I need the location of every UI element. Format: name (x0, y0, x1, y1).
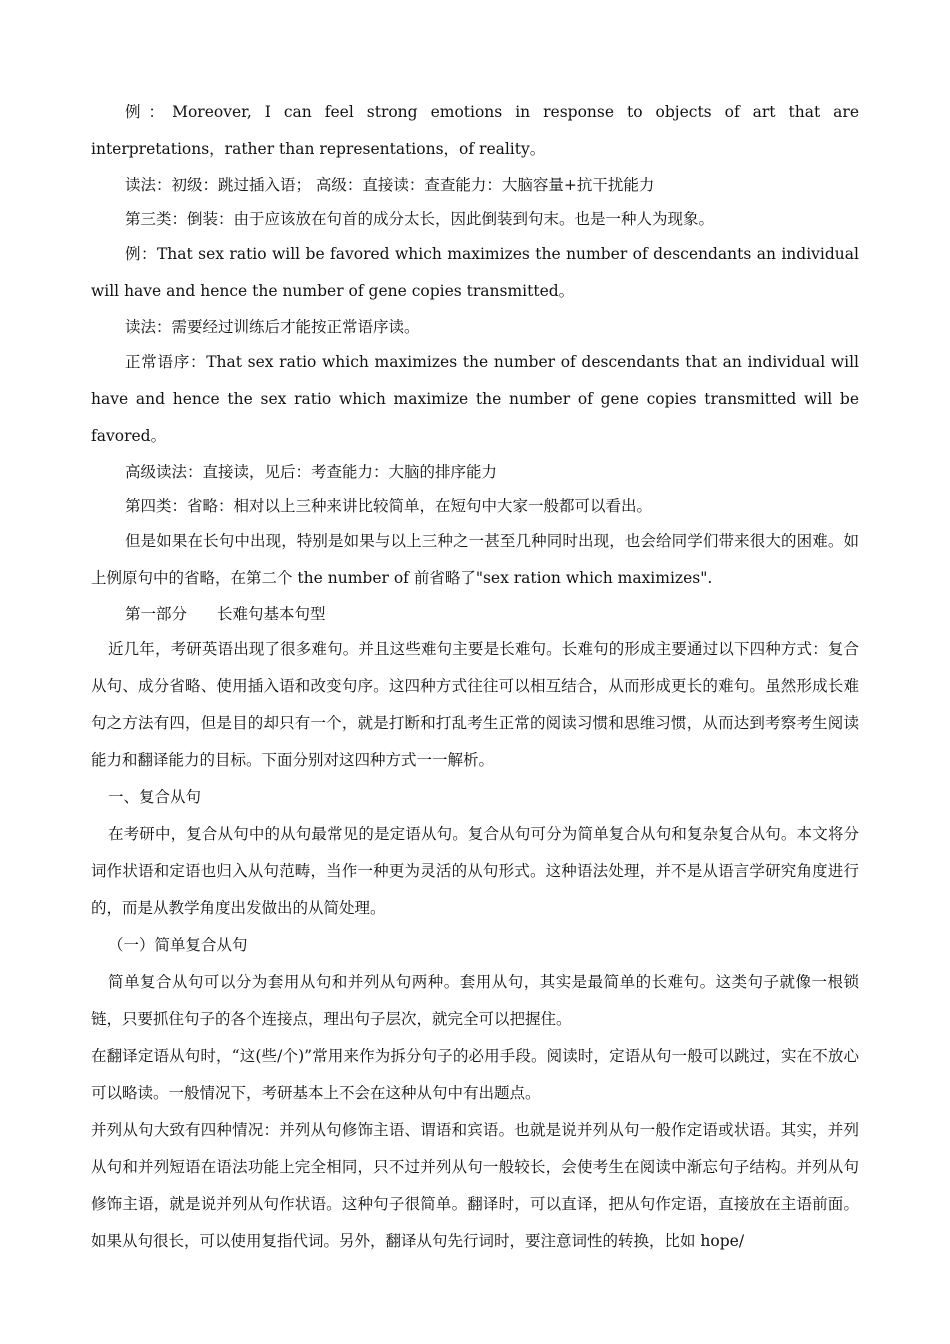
example-paragraph-1: 例：Moreover, I can feel strong emotions in response to objects of art that are interpretations，rather than representations，of reality。 (91, 103, 859, 158)
compound-clause-paragraph: 在考研中，复合从句中的从句最常见的是定语从句。复合从句可分为简单复合从句和复杂复合从句。本文将分词作状语和定语也归入从句范畴，当作一种更为灵活的从句形式。这种语法处理，并不是从语言学研究角度进行的，而是从教学角度出发做出的从简处理。 (91, 825, 859, 917)
section-one-heading: 一、复合从句 (108, 788, 202, 806)
reading-method-paragraph-1: 读法：初级：跳过插入语； 高级：直接读：查查能力：大脑容量+抗干扰能力 (125, 176, 655, 194)
advanced-reading-paragraph: 高级读法：直接读，见后：考查能力：大脑的排序能力 (125, 463, 498, 481)
simple-compound-paragraph: 简单复合从句可以分为套用从句和并列从句两种。套用从句，其实是最简单的长难句。这类句子就像一根锁链，只要抓住句子的各个连接点，理出句子层次，就完全可以把握住。 (91, 973, 859, 1028)
reading-method-paragraph-2: 读法：需要经过训练后才能按正常语序读。 (125, 318, 420, 336)
subsection-one-heading: （一）简单复合从句 (108, 936, 248, 954)
part-one-label: 第一部分 (125, 605, 188, 623)
normal-order-paragraph: 正常语序：That sex ratio which maximizes the number of descendants that an individual will have and hence the sex ratio which maximize the number of gene copies transmitted will be favored。 (91, 353, 859, 445)
part-one-title: 长难句基本句型 (217, 605, 326, 623)
intro-paragraph: 近几年，考研英语出现了很多难句。并且这些难句主要是长难句。长难句的形成主要通过以下四种方式：复合从句、成分省略、使用插入语和改变句序。这四种方式往往可以相互结合，从而形成更长的难句。虽然形成长难句之方法有四，但是目的却只有一个，就是打断和打乱考生正常的阅读习惯和思维习惯，从而达到考察考生阅读能力和翻译能力的目标。下面分别对这四种方式一一解析。 (91, 640, 859, 769)
example-paragraph-2: 例：That sex ratio will be favored which maximizes the number of descendants an individual will have and hence the number of gene copies transmitted。 (91, 245, 859, 300)
document-page (91, 94, 859, 1260)
ellipsis-paragraph: 但是如果在长句中出现，特别是如果与以上三种之一甚至几种同时出现，也会给同学们带来很大的困难。如上例原句中的省略，在第二个 the number of 前省略了"sex ration which maximizes". (91, 532, 859, 587)
parallel-clause-paragraph: 并列从句大致有四种情况：并列从句修饰主语、谓语和宾语。也就是说并列从句一般作定语或状语。其实，并列从句和并列短语在语法功能上完全相同，只不过并列从句一般较长，会使考生在阅读中渐忘句子结构。并列从句修饰主语，就是说并列从句作状语。这种句子很简单。翻译时，可以直译，把从句作定语，直接放在主语前面。如果从句很长，可以使用复指代词。另外，翻译从句先行词时，要注意词性的转换，比如 hope/ (91, 1121, 859, 1250)
part-one-heading (91, 597, 859, 631)
category-three-heading: 第三类：倒装：由于应该放在句首的成分太长，因此倒装到句末。也是一种人为现象。 (125, 210, 715, 228)
category-four-heading: 第四类：省略：相对以上三种来讲比较简单，在短句中大家一般都可以看出。 (125, 497, 653, 515)
attributive-translation-paragraph: 在翻译定语从句时，“这(些/个)”常用来作为拆分句子的必用手段。阅读时，定语从句一般可以跳过，实在不放心可以略读。一般情况下，考研基本上不会在这种从句中有出题点。 (91, 1047, 859, 1102)
